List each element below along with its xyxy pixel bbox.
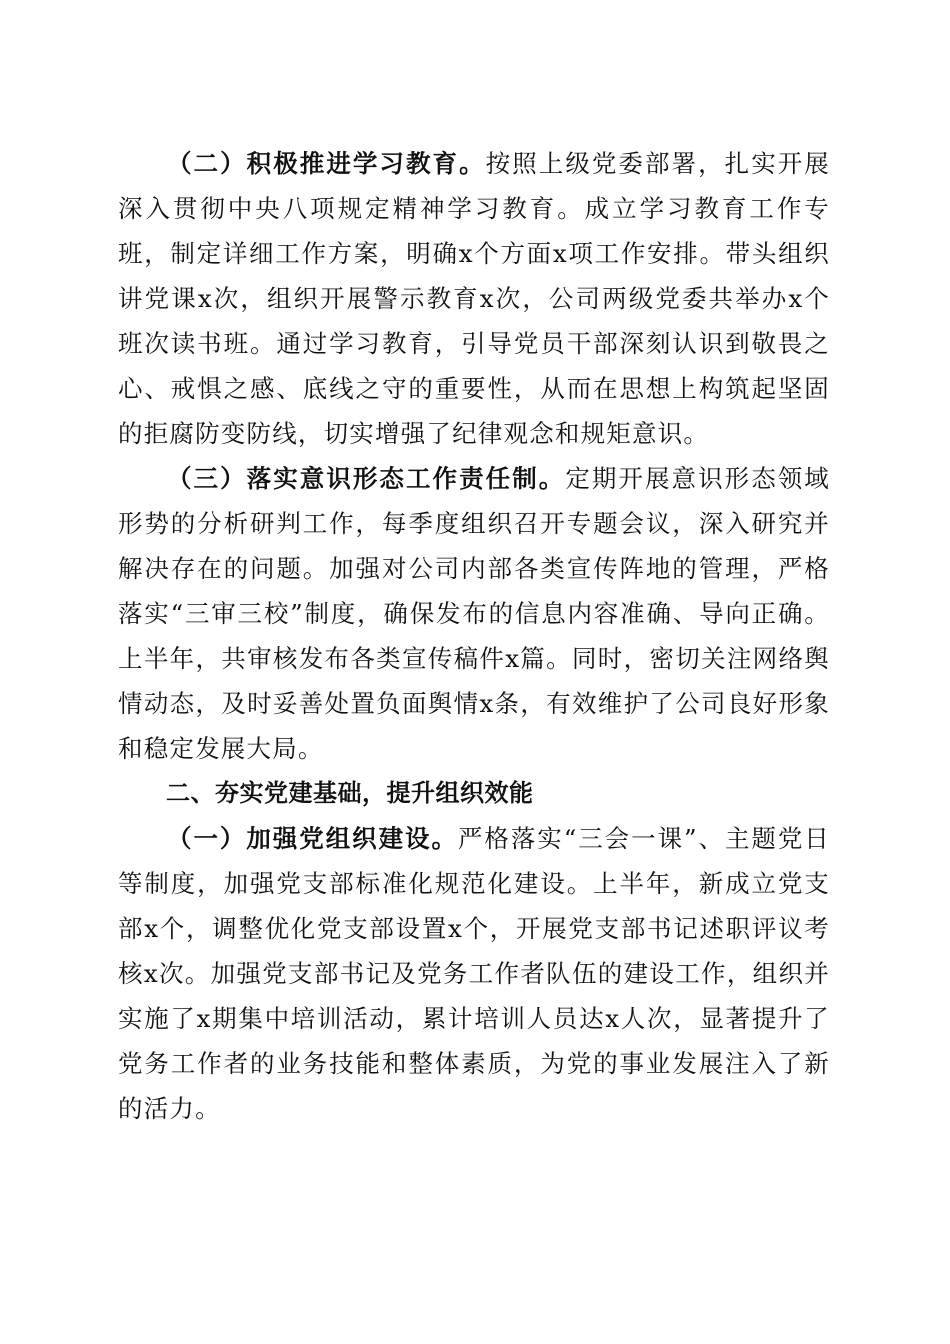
paragraph-lead: （二）积极推进学习教育。 <box>167 149 486 178</box>
paragraph-text: 定期开展意识形态领域形势的分析研判工作，每季度组织召开专题会议，深入研究并解决存在的问题。加强对公司内部各类宣传阵地的管理，严格落实“三审三校”制度，确保发布的信息内容准确、导向正确。上半年，共审核发布各类宣传稿件x篇。同时，密切关注网络舆情动态，及时妥善处置负面舆情x条，有效维护了公司良好形象和稳定发展大局。 <box>118 464 830 763</box>
paragraph-lead: （三）落实意识形态工作责任制。 <box>167 464 566 493</box>
paragraph-party-organization <box>118 816 830 1131</box>
paragraph-learning-education <box>118 141 830 456</box>
document-body <box>118 141 830 1131</box>
paragraph-ideology-responsibility <box>118 456 830 771</box>
paragraph-lead: （一）加强党组织建设。 <box>167 824 458 853</box>
paragraph-text: 严格落实“三会一课”、主题党日等制度，加强党支部标准化规范化建设。上半年，新成立党支部x个，调整优化党支部设置x个，开展党支部书记述职评议考核x次。加强党支部书记及党务工作者队伍的建设工作，组织并实施了x期集中培训活动，累计培训人员达x人次，显著提升了党务工作者的业务技能和整体素质，为党的事业发展注入了新的活力。 <box>118 824 830 1123</box>
paragraph-text: 按照上级党委部署，扎实开展深入贯彻中央八项规定精神学习教育。成立学习教育工作专班，制定详细工作方案，明确x个方面x项工作安排。带头组织讲党课x次，组织开展警示教育x次，公司两级党委共举办x个班次读书班。通过学习教育，引导党员干部深刻认识到敬畏之心、戒惧之感、底线之守的重要性，从而在思想上构筑起坚固的拒腐防变防线，切实增强了纪律观念和规矩意识。 <box>118 149 830 448</box>
section-heading: 二、夯实党建基础，提升组织效能 <box>166 779 534 807</box>
